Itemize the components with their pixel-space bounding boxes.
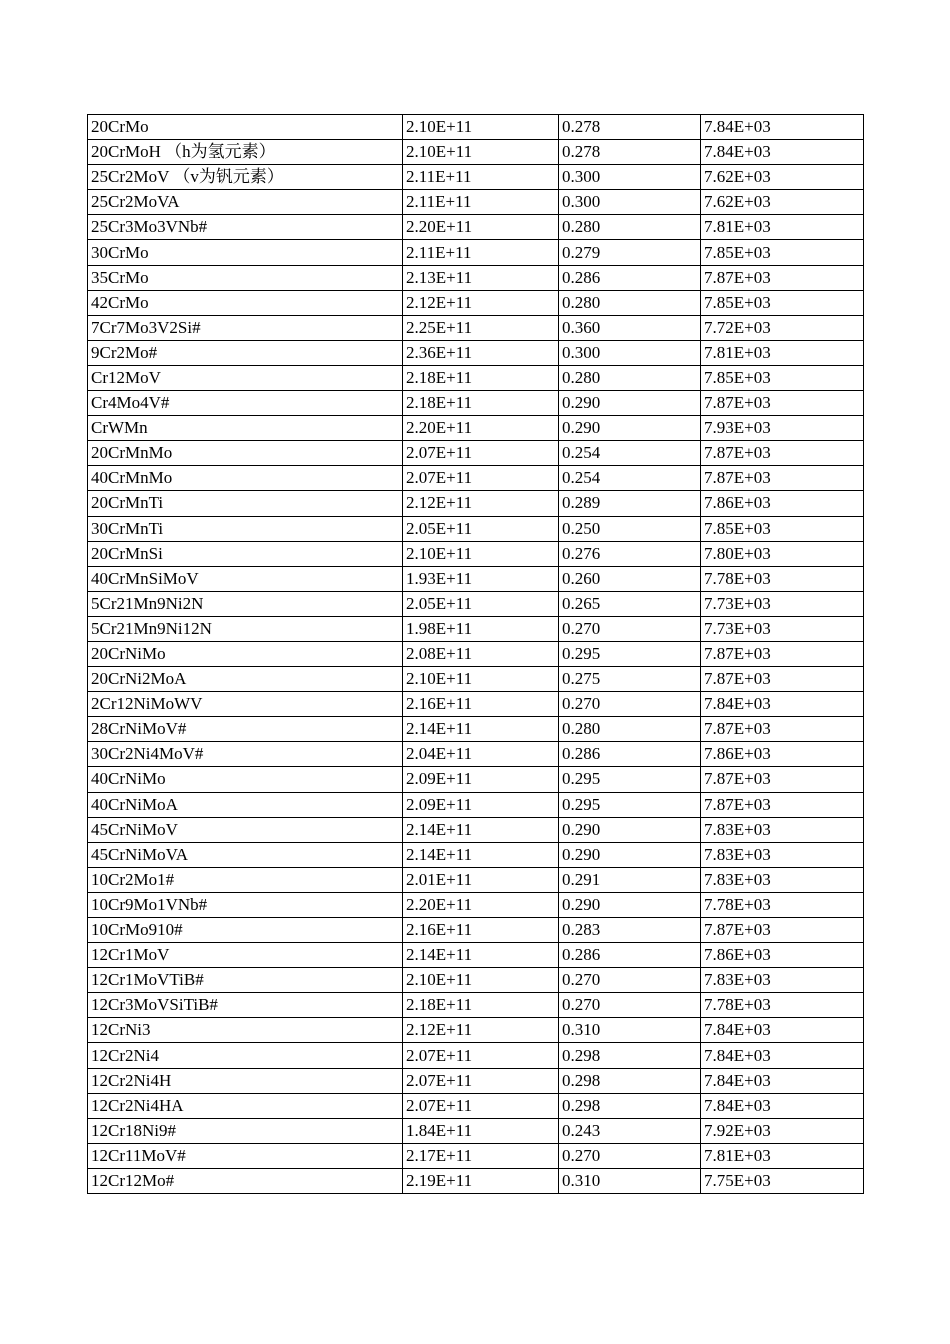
cell-steel-grade: 12Cr2Ni4H	[88, 1068, 403, 1093]
cell-elastic-modulus: 2.11E+11	[403, 190, 559, 215]
cell-elastic-modulus: 2.14E+11	[403, 717, 559, 742]
cell-density: 7.85E+03	[701, 290, 864, 315]
table-row	[88, 742, 864, 767]
cell-poisson-ratio: 0.290	[559, 892, 701, 917]
cell-poisson-ratio: 0.290	[559, 391, 701, 416]
cell-density: 7.75E+03	[701, 1168, 864, 1193]
cell-elastic-modulus: 2.08E+11	[403, 641, 559, 666]
cell-elastic-modulus: 2.10E+11	[403, 667, 559, 692]
cell-steel-grade: 12Cr1MoV	[88, 943, 403, 968]
cell-density: 7.80E+03	[701, 541, 864, 566]
table-row	[88, 792, 864, 817]
table-row	[88, 943, 864, 968]
cell-poisson-ratio: 0.295	[559, 767, 701, 792]
table-row	[88, 391, 864, 416]
cell-steel-grade: 12CrNi3	[88, 1018, 403, 1043]
cell-steel-grade: Cr4Mo4V#	[88, 391, 403, 416]
table-row	[88, 265, 864, 290]
cell-poisson-ratio: 0.310	[559, 1018, 701, 1043]
cell-poisson-ratio: 0.280	[559, 365, 701, 390]
table-row	[88, 892, 864, 917]
table-row	[88, 591, 864, 616]
cell-poisson-ratio: 0.300	[559, 165, 701, 190]
cell-poisson-ratio: 0.300	[559, 190, 701, 215]
cell-density: 7.93E+03	[701, 416, 864, 441]
cell-steel-grade: 20CrMnTi	[88, 491, 403, 516]
cell-steel-grade: 12Cr12Mo#	[88, 1168, 403, 1193]
cell-density: 7.84E+03	[701, 1068, 864, 1093]
cell-poisson-ratio: 0.298	[559, 1093, 701, 1118]
cell-density: 7.84E+03	[701, 115, 864, 140]
cell-poisson-ratio: 0.276	[559, 541, 701, 566]
cell-density: 7.78E+03	[701, 993, 864, 1018]
table-row	[88, 416, 864, 441]
cell-elastic-modulus: 2.18E+11	[403, 365, 559, 390]
cell-poisson-ratio: 0.289	[559, 491, 701, 516]
cell-elastic-modulus: 2.20E+11	[403, 892, 559, 917]
cell-elastic-modulus: 2.16E+11	[403, 692, 559, 717]
cell-elastic-modulus: 1.98E+11	[403, 616, 559, 641]
cell-elastic-modulus: 2.11E+11	[403, 165, 559, 190]
cell-density: 7.83E+03	[701, 817, 864, 842]
cell-density: 7.84E+03	[701, 140, 864, 165]
cell-steel-grade: 25Cr3Mo3VNb#	[88, 215, 403, 240]
cell-steel-grade: 20CrMnMo	[88, 441, 403, 466]
cell-steel-grade: 10Cr2Mo1#	[88, 867, 403, 892]
cell-poisson-ratio: 0.360	[559, 315, 701, 340]
cell-elastic-modulus: 2.20E+11	[403, 215, 559, 240]
cell-density: 7.73E+03	[701, 591, 864, 616]
table-row	[88, 190, 864, 215]
cell-elastic-modulus: 2.17E+11	[403, 1143, 559, 1168]
table-row	[88, 466, 864, 491]
table-row	[88, 365, 864, 390]
cell-elastic-modulus: 2.09E+11	[403, 792, 559, 817]
cell-steel-grade: CrWMn	[88, 416, 403, 441]
cell-density: 7.62E+03	[701, 190, 864, 215]
cell-steel-grade: 12Cr1MoVTiB#	[88, 968, 403, 993]
cell-elastic-modulus: 2.09E+11	[403, 767, 559, 792]
table-row	[88, 842, 864, 867]
table-row	[88, 616, 864, 641]
table-row	[88, 968, 864, 993]
cell-density: 7.87E+03	[701, 265, 864, 290]
cell-poisson-ratio: 0.300	[559, 340, 701, 365]
table-row	[88, 1118, 864, 1143]
cell-steel-grade: 20CrNiMo	[88, 641, 403, 666]
cell-poisson-ratio: 0.278	[559, 140, 701, 165]
cell-density: 7.86E+03	[701, 742, 864, 767]
cell-poisson-ratio: 0.275	[559, 667, 701, 692]
cell-elastic-modulus: 1.84E+11	[403, 1118, 559, 1143]
cell-density: 7.85E+03	[701, 516, 864, 541]
cell-density: 7.72E+03	[701, 315, 864, 340]
cell-density: 7.87E+03	[701, 441, 864, 466]
cell-elastic-modulus: 2.36E+11	[403, 340, 559, 365]
cell-density: 7.73E+03	[701, 616, 864, 641]
cell-steel-grade: 20CrMo	[88, 115, 403, 140]
cell-steel-grade: 40CrNiMo	[88, 767, 403, 792]
cell-poisson-ratio: 0.291	[559, 867, 701, 892]
cell-poisson-ratio: 0.286	[559, 742, 701, 767]
cell-elastic-modulus: 2.14E+11	[403, 842, 559, 867]
cell-density: 7.83E+03	[701, 867, 864, 892]
table-row	[88, 491, 864, 516]
cell-density: 7.87E+03	[701, 667, 864, 692]
cell-poisson-ratio: 0.295	[559, 641, 701, 666]
cell-density: 7.81E+03	[701, 340, 864, 365]
cell-poisson-ratio: 0.278	[559, 115, 701, 140]
table-row	[88, 717, 864, 742]
cell-elastic-modulus: 2.04E+11	[403, 742, 559, 767]
cell-elastic-modulus: 1.93E+11	[403, 566, 559, 591]
cell-density: 7.87E+03	[701, 918, 864, 943]
cell-elastic-modulus: 2.18E+11	[403, 993, 559, 1018]
cell-density: 7.81E+03	[701, 1143, 864, 1168]
table-row	[88, 918, 864, 943]
cell-steel-grade: 10CrMo910#	[88, 918, 403, 943]
cell-elastic-modulus: 2.05E+11	[403, 516, 559, 541]
cell-elastic-modulus: 2.25E+11	[403, 315, 559, 340]
cell-poisson-ratio: 0.286	[559, 265, 701, 290]
cell-density: 7.92E+03	[701, 1118, 864, 1143]
cell-elastic-modulus: 2.01E+11	[403, 867, 559, 892]
cell-elastic-modulus: 2.14E+11	[403, 817, 559, 842]
cell-poisson-ratio: 0.270	[559, 993, 701, 1018]
cell-steel-grade: 5Cr21Mn9Ni12N	[88, 616, 403, 641]
cell-steel-grade: 12Cr3MoVSiTiB#	[88, 993, 403, 1018]
cell-density: 7.83E+03	[701, 968, 864, 993]
table-row	[88, 165, 864, 190]
cell-elastic-modulus: 2.18E+11	[403, 391, 559, 416]
cell-poisson-ratio: 0.298	[559, 1043, 701, 1068]
cell-poisson-ratio: 0.280	[559, 215, 701, 240]
cell-steel-grade: 5Cr21Mn9Ni2N	[88, 591, 403, 616]
cell-elastic-modulus: 2.07E+11	[403, 1068, 559, 1093]
cell-elastic-modulus: 2.10E+11	[403, 541, 559, 566]
cell-steel-grade: 30Cr2Ni4MoV#	[88, 742, 403, 767]
material-properties-table	[87, 114, 864, 1194]
cell-steel-grade: 30CrMo	[88, 240, 403, 265]
table-row	[88, 516, 864, 541]
cell-elastic-modulus: 2.07E+11	[403, 1043, 559, 1068]
table-row	[88, 1093, 864, 1118]
table-row	[88, 993, 864, 1018]
cell-density: 7.87E+03	[701, 466, 864, 491]
cell-steel-grade: 7Cr7Mo3V2Si#	[88, 315, 403, 340]
cell-steel-grade: 12Cr2Ni4	[88, 1043, 403, 1068]
cell-steel-grade: 12Cr2Ni4HA	[88, 1093, 403, 1118]
cell-poisson-ratio: 0.265	[559, 591, 701, 616]
table-row	[88, 140, 864, 165]
cell-steel-grade: 30CrMnTi	[88, 516, 403, 541]
cell-elastic-modulus: 2.12E+11	[403, 491, 559, 516]
cell-density: 7.87E+03	[701, 641, 864, 666]
cell-density: 7.87E+03	[701, 792, 864, 817]
table-row	[88, 1168, 864, 1193]
cell-poisson-ratio: 0.280	[559, 717, 701, 742]
table-row	[88, 667, 864, 692]
cell-elastic-modulus: 2.19E+11	[403, 1168, 559, 1193]
table-row	[88, 240, 864, 265]
cell-poisson-ratio: 0.310	[559, 1168, 701, 1193]
cell-elastic-modulus: 2.05E+11	[403, 591, 559, 616]
cell-steel-grade: 25Cr2MoVA	[88, 190, 403, 215]
cell-elastic-modulus: 2.12E+11	[403, 290, 559, 315]
cell-steel-grade: Cr12MoV	[88, 365, 403, 390]
cell-steel-grade: 10Cr9Mo1VNb#	[88, 892, 403, 917]
cell-elastic-modulus: 2.07E+11	[403, 441, 559, 466]
cell-elastic-modulus: 2.11E+11	[403, 240, 559, 265]
cell-poisson-ratio: 0.298	[559, 1068, 701, 1093]
cell-elastic-modulus: 2.07E+11	[403, 466, 559, 491]
cell-poisson-ratio: 0.283	[559, 918, 701, 943]
cell-poisson-ratio: 0.260	[559, 566, 701, 591]
cell-poisson-ratio: 0.290	[559, 817, 701, 842]
table-row	[88, 115, 864, 140]
cell-density: 7.86E+03	[701, 943, 864, 968]
cell-steel-grade: 40CrNiMoA	[88, 792, 403, 817]
table-row	[88, 215, 864, 240]
cell-poisson-ratio: 0.254	[559, 466, 701, 491]
table-row	[88, 541, 864, 566]
cell-elastic-modulus: 2.16E+11	[403, 918, 559, 943]
cell-density: 7.84E+03	[701, 1043, 864, 1068]
cell-poisson-ratio: 0.290	[559, 842, 701, 867]
cell-steel-grade: 20CrMoH （h为氢元素）	[88, 140, 403, 165]
cell-steel-grade: 2Cr12NiMoWV	[88, 692, 403, 717]
cell-elastic-modulus: 2.12E+11	[403, 1018, 559, 1043]
table-row	[88, 692, 864, 717]
cell-elastic-modulus: 2.10E+11	[403, 140, 559, 165]
table-row	[88, 867, 864, 892]
cell-steel-grade: 25Cr2MoV （v为钒元素）	[88, 165, 403, 190]
cell-steel-grade: 42CrMo	[88, 290, 403, 315]
cell-poisson-ratio: 0.243	[559, 1118, 701, 1143]
cell-elastic-modulus: 2.20E+11	[403, 416, 559, 441]
cell-poisson-ratio: 0.280	[559, 290, 701, 315]
table-row	[88, 441, 864, 466]
table-row	[88, 290, 864, 315]
cell-density: 7.87E+03	[701, 767, 864, 792]
cell-density: 7.83E+03	[701, 842, 864, 867]
cell-poisson-ratio: 0.295	[559, 792, 701, 817]
cell-steel-grade: 20CrMnSi	[88, 541, 403, 566]
cell-poisson-ratio: 0.270	[559, 1143, 701, 1168]
cell-poisson-ratio: 0.286	[559, 943, 701, 968]
cell-elastic-modulus: 2.10E+11	[403, 115, 559, 140]
cell-density: 7.78E+03	[701, 892, 864, 917]
cell-density: 7.87E+03	[701, 717, 864, 742]
cell-density: 7.86E+03	[701, 491, 864, 516]
cell-poisson-ratio: 0.270	[559, 968, 701, 993]
cell-density: 7.81E+03	[701, 215, 864, 240]
cell-poisson-ratio: 0.279	[559, 240, 701, 265]
cell-density: 7.78E+03	[701, 566, 864, 591]
table-row	[88, 1143, 864, 1168]
table-row	[88, 315, 864, 340]
table-row	[88, 1043, 864, 1068]
cell-poisson-ratio: 0.270	[559, 616, 701, 641]
cell-steel-grade: 45CrNiMoVA	[88, 842, 403, 867]
cell-density: 7.85E+03	[701, 365, 864, 390]
cell-density: 7.84E+03	[701, 1018, 864, 1043]
cell-poisson-ratio: 0.254	[559, 441, 701, 466]
table-body	[88, 115, 864, 1194]
table-row	[88, 340, 864, 365]
cell-steel-grade: 12Cr18Ni9#	[88, 1118, 403, 1143]
cell-poisson-ratio: 0.270	[559, 692, 701, 717]
table-row	[88, 817, 864, 842]
table-row	[88, 566, 864, 591]
table-row	[88, 1018, 864, 1043]
cell-steel-grade: 20CrNi2MoA	[88, 667, 403, 692]
table-row	[88, 1068, 864, 1093]
cell-elastic-modulus: 2.10E+11	[403, 968, 559, 993]
cell-elastic-modulus: 2.14E+11	[403, 943, 559, 968]
cell-density: 7.87E+03	[701, 391, 864, 416]
cell-elastic-modulus: 2.07E+11	[403, 1093, 559, 1118]
cell-steel-grade: 35CrMo	[88, 265, 403, 290]
table-row	[88, 641, 864, 666]
table-row	[88, 767, 864, 792]
cell-steel-grade: 9Cr2Mo#	[88, 340, 403, 365]
cell-steel-grade: 40CrMnMo	[88, 466, 403, 491]
cell-steel-grade: 12Cr11MoV#	[88, 1143, 403, 1168]
cell-steel-grade: 40CrMnSiMoV	[88, 566, 403, 591]
cell-steel-grade: 28CrNiMoV#	[88, 717, 403, 742]
cell-elastic-modulus: 2.13E+11	[403, 265, 559, 290]
cell-density: 7.62E+03	[701, 165, 864, 190]
cell-poisson-ratio: 0.290	[559, 416, 701, 441]
cell-density: 7.84E+03	[701, 692, 864, 717]
cell-poisson-ratio: 0.250	[559, 516, 701, 541]
cell-density: 7.84E+03	[701, 1093, 864, 1118]
cell-density: 7.85E+03	[701, 240, 864, 265]
cell-steel-grade: 45CrNiMoV	[88, 817, 403, 842]
